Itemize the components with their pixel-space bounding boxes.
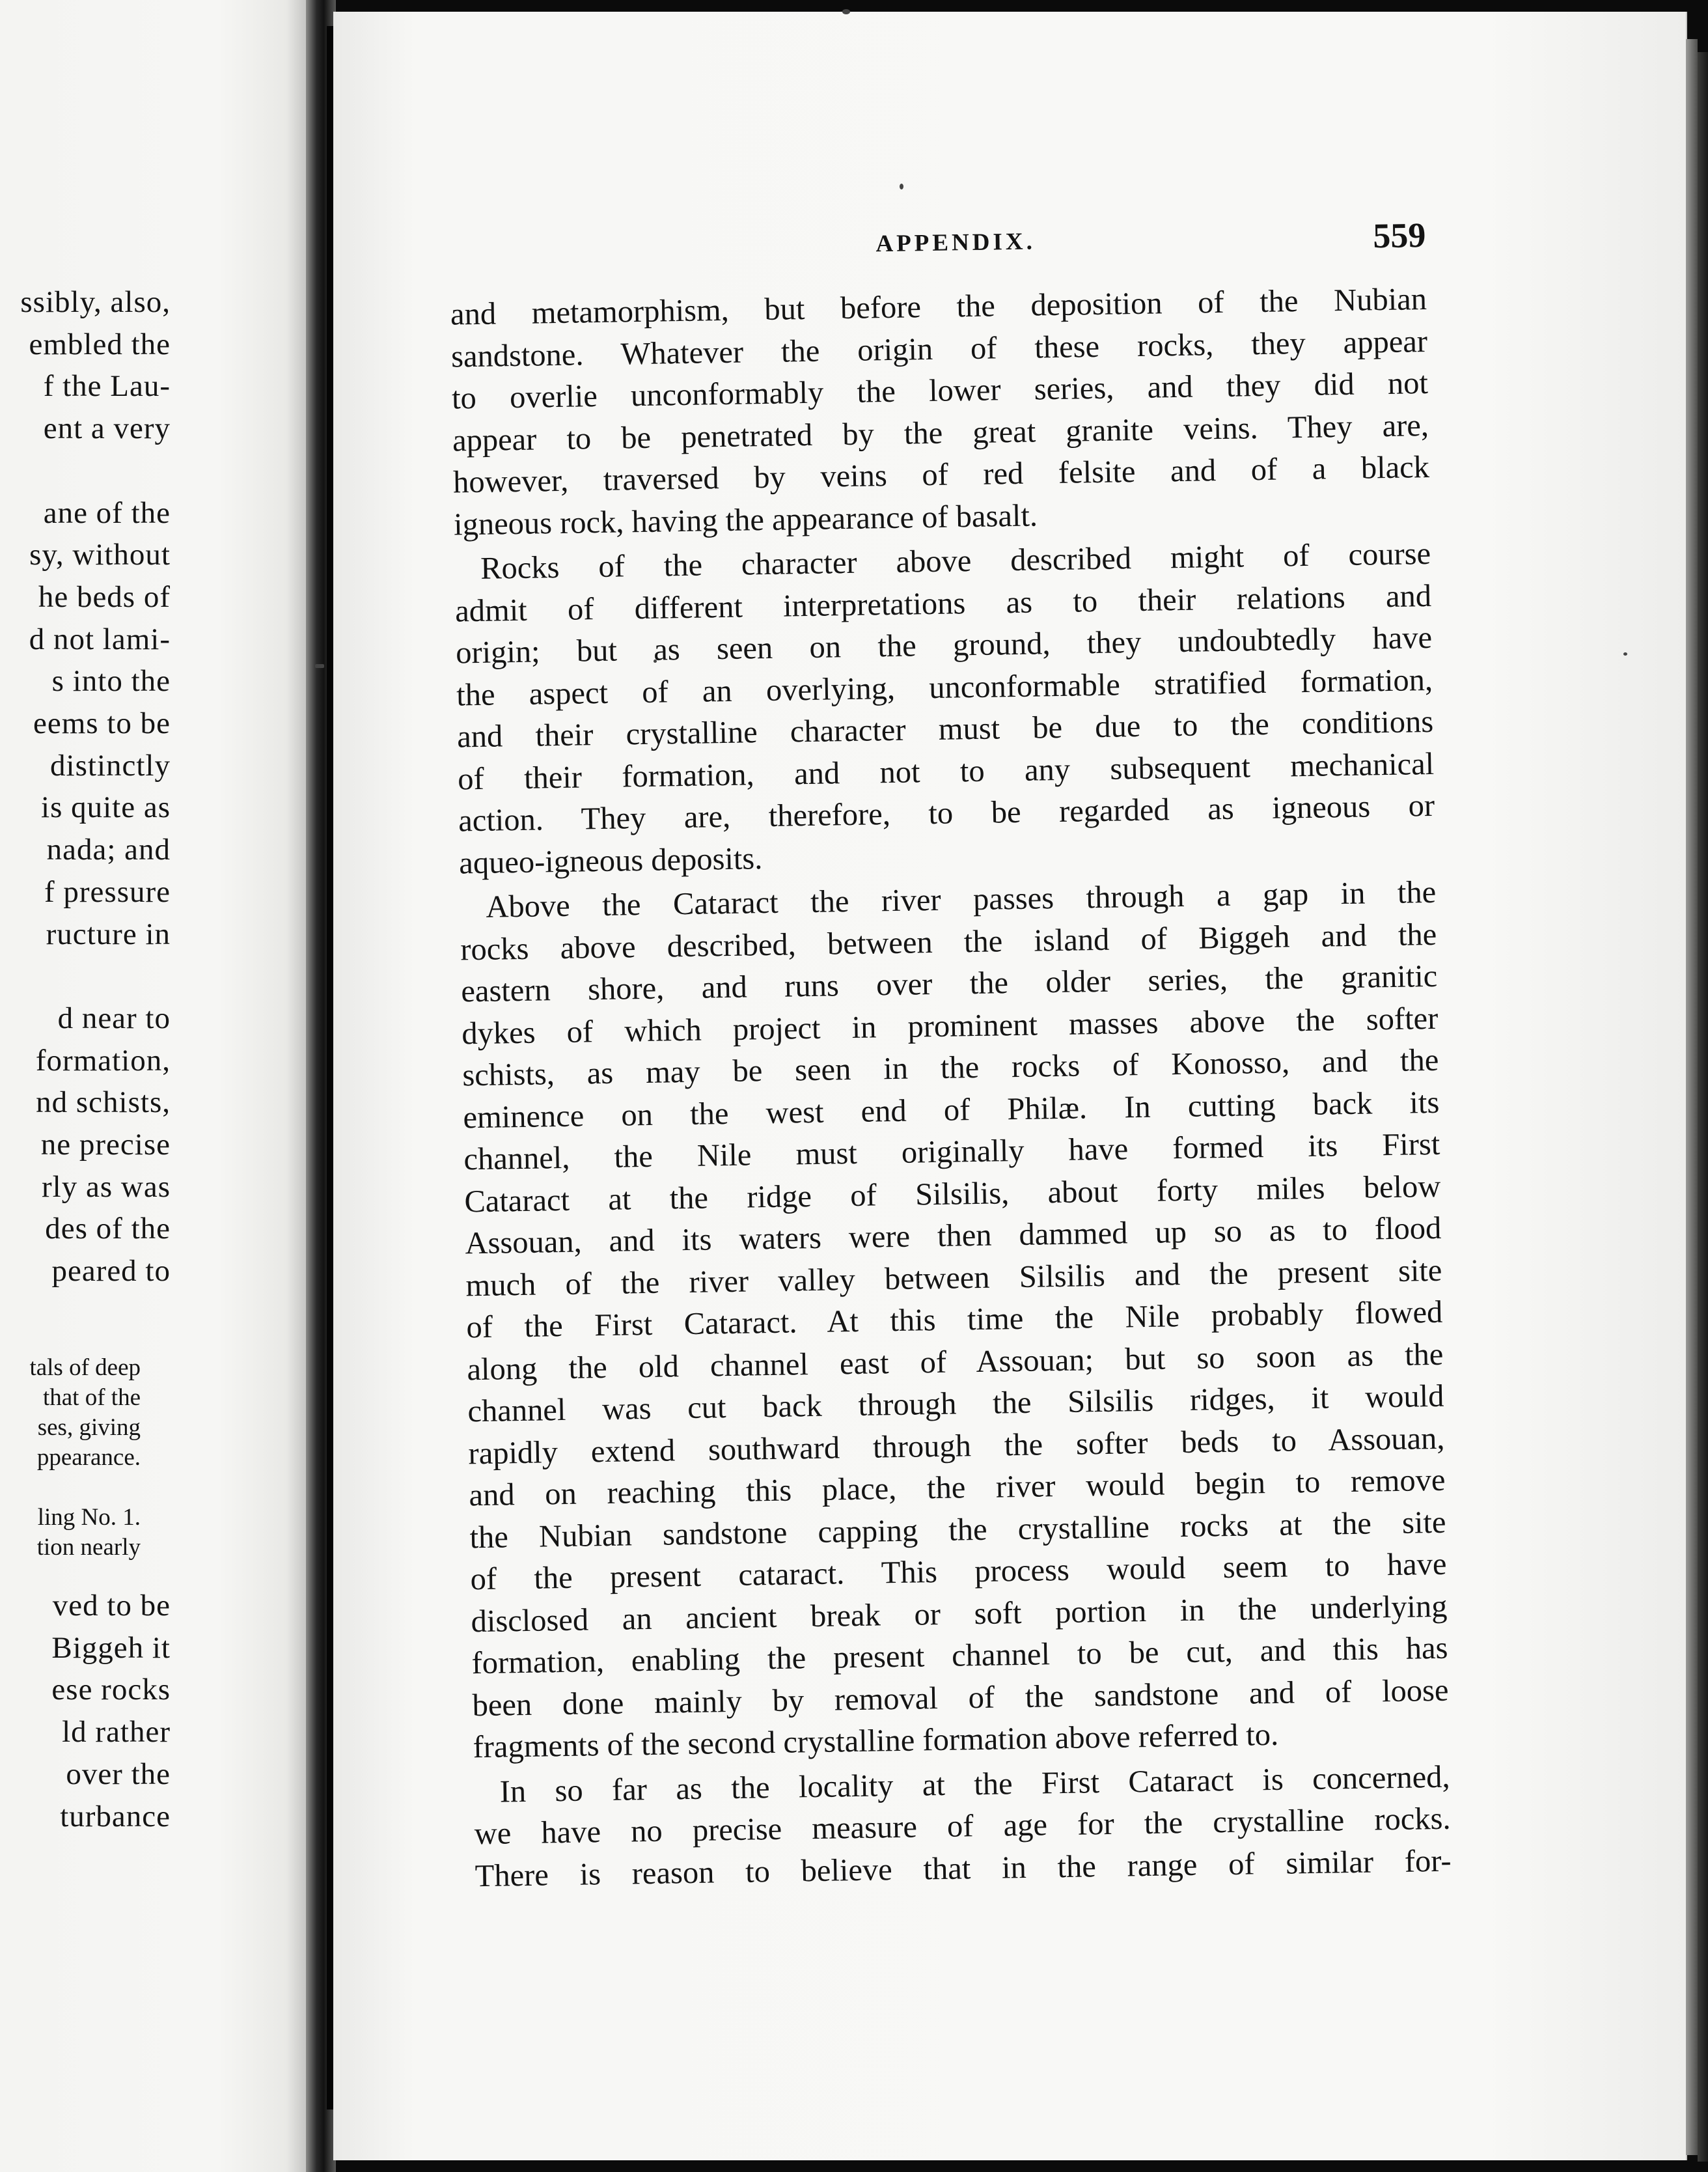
text-line: rapidly extend southward through the softer beds to Assouan, xyxy=(468,1421,1445,1471)
dust-speck xyxy=(315,664,324,668)
left-footnote-line: tals of deep xyxy=(29,1354,141,1381)
paragraph-1 xyxy=(450,279,1431,546)
book-cover-edge xyxy=(1698,52,1708,2162)
dust-speck xyxy=(842,9,850,14)
paragraph-2 xyxy=(454,533,1436,884)
left-line: ld rather xyxy=(62,1715,171,1749)
text-line: of the present cataract. This process would seem to have xyxy=(470,1546,1447,1597)
text-line: the aspect of an overlying, unconformable stratified formation, xyxy=(456,662,1433,712)
left-line: embled the xyxy=(29,327,171,361)
text-line: dykes of which project in prominent masses above the softer xyxy=(461,1001,1439,1051)
left-line: formation, xyxy=(35,1043,171,1078)
text-line: Above the Cataract the river passes through a gap in the xyxy=(485,874,1437,925)
left-line: ent a very xyxy=(43,411,171,446)
text-line: admit of different interpretations as to their relations and xyxy=(454,578,1432,628)
left-line: ssibly, also, xyxy=(20,285,171,319)
left-line: he beds of xyxy=(38,579,171,614)
text-line: sandstone. Whatever the origin of these rocks, they appear xyxy=(450,324,1428,374)
text-line: the Nubian sandstone capping the crystalline rocks at the site xyxy=(469,1505,1446,1555)
left-line: f pressure xyxy=(44,874,171,909)
text-line: appear to be penetrated by the great granite veins. They are, xyxy=(452,408,1429,458)
text-line: Cataract at the ridge of Silsilis, about forty miles below xyxy=(464,1169,1441,1219)
left-line: nada; and xyxy=(46,833,171,867)
page-header-title: APPENDIX. xyxy=(875,228,1036,258)
text-line: igneous rock, having the appearance of basalt. xyxy=(453,497,1038,542)
left-line: ved to be xyxy=(52,1589,171,1622)
left-line: rly as was xyxy=(42,1169,171,1204)
left-page xyxy=(0,0,311,2172)
left-line: eems to be xyxy=(33,706,171,741)
left-footnote-line: ses, giving xyxy=(37,1414,141,1441)
left-line: s into the xyxy=(51,664,171,699)
left-line: sy, without xyxy=(29,538,171,572)
left-line: peared to xyxy=(51,1254,171,1288)
paragraph-3 xyxy=(460,872,1450,1769)
page-text-block xyxy=(449,216,1452,1893)
left-footnote-line: that of the xyxy=(42,1384,141,1411)
text-line: fragments of the second crystalline formation above referred to. xyxy=(473,1717,1279,1765)
text-line: been done mainly by removal of the sandstone and of loose xyxy=(472,1673,1449,1723)
text-line: schists, as may be seen in the rocks of Konosso, and the xyxy=(462,1042,1439,1093)
left-line: over the xyxy=(66,1757,171,1791)
left-line: ane of the xyxy=(43,495,171,530)
left-line: turbance xyxy=(60,1799,171,1833)
text-line: channel was cut back through the Silsilis ridges, it would xyxy=(467,1378,1444,1429)
left-footnote-line: ling No. 1. xyxy=(37,1504,141,1531)
text-line: formation, enabling the present channel to be cut, and this has xyxy=(471,1630,1448,1681)
left-line: d near to xyxy=(57,1001,171,1035)
left-line: des of the xyxy=(45,1212,171,1246)
dust-speck xyxy=(900,184,903,189)
left-footnote-line: tion nearly xyxy=(36,1534,141,1561)
left-footnote-line: ppearance. xyxy=(36,1444,141,1471)
text-line: to overlie unconformably the lower series, and they did not xyxy=(451,365,1429,416)
text-line: however, traversed by veins of red felsite and of a black xyxy=(452,449,1430,500)
text-line: we have no precise measure of age for the crystalline rocks. xyxy=(474,1801,1451,1852)
text-line: of their formation, and not to any subsequent mechanical xyxy=(457,746,1435,796)
left-line: d not lami- xyxy=(29,622,171,656)
text-line: along the old channel east of Assouan; but so soon as the xyxy=(467,1337,1444,1387)
text-line: There is reason to believe that in the range of similar for- xyxy=(475,1843,1452,1893)
text-line: and their crystalline character must be due to the conditions xyxy=(456,704,1434,755)
left-page-text xyxy=(20,281,171,1292)
text-line: eastern shore, and runs over the older series, the granitic xyxy=(460,958,1438,1009)
text-line: and metamorphism, but before the deposition of the Nubian xyxy=(450,281,1427,332)
paragraph-4 xyxy=(473,1756,1452,1897)
left-line-blank xyxy=(20,450,171,492)
text-line: aqueo-igneous deposits. xyxy=(458,841,763,880)
body-text xyxy=(450,279,1452,1897)
text-line: of the First Cataract. At this time the Nile probably flowed xyxy=(466,1294,1443,1345)
left-line: Biggeh it xyxy=(51,1630,171,1665)
left-line-blank xyxy=(20,955,171,997)
left-page-footnotes xyxy=(29,1353,171,1837)
text-line: In so far as the locality at the First Cataract is concerned, xyxy=(499,1759,1450,1809)
left-line: ructure in xyxy=(46,917,171,951)
text-line: much of the river valley between Silsilis and the present site xyxy=(465,1253,1442,1303)
text-line: channel, the Nile must originally have formed its First xyxy=(463,1126,1440,1177)
text-line: origin; but as seen on the ground, they undoubtedly have xyxy=(455,620,1433,671)
left-line: distinctly xyxy=(50,748,171,783)
page-number: 559 xyxy=(1372,216,1426,256)
text-line: eminence on the west end of Philæ. In cutting back its xyxy=(463,1085,1440,1135)
left-footnote-blank xyxy=(29,1473,141,1503)
dust-speck xyxy=(1623,652,1627,656)
left-line: ne precise xyxy=(40,1128,171,1162)
text-line: rocks above described, between the island of Biggeh and the xyxy=(460,917,1437,967)
gutter-shadow xyxy=(327,26,333,2109)
page-edges xyxy=(1686,39,1698,2155)
text-line: Assouan, and its waters were then dammed up so as to flood xyxy=(465,1210,1442,1261)
left-line: nd schists, xyxy=(36,1085,171,1120)
left-line: is quite as xyxy=(41,790,171,825)
left-line: f the Lau- xyxy=(43,369,171,404)
left-line: ese rocks xyxy=(51,1673,171,1707)
text-line: action. They are, therefore, to be regarded as igneous or xyxy=(458,788,1435,839)
text-line: disclosed an ancient break or soft portion in the underlying xyxy=(471,1589,1448,1639)
text-line: and on reaching this place, the river would begin to remove xyxy=(469,1462,1446,1513)
text-line: Rocks of the character above described might of course xyxy=(480,536,1431,586)
